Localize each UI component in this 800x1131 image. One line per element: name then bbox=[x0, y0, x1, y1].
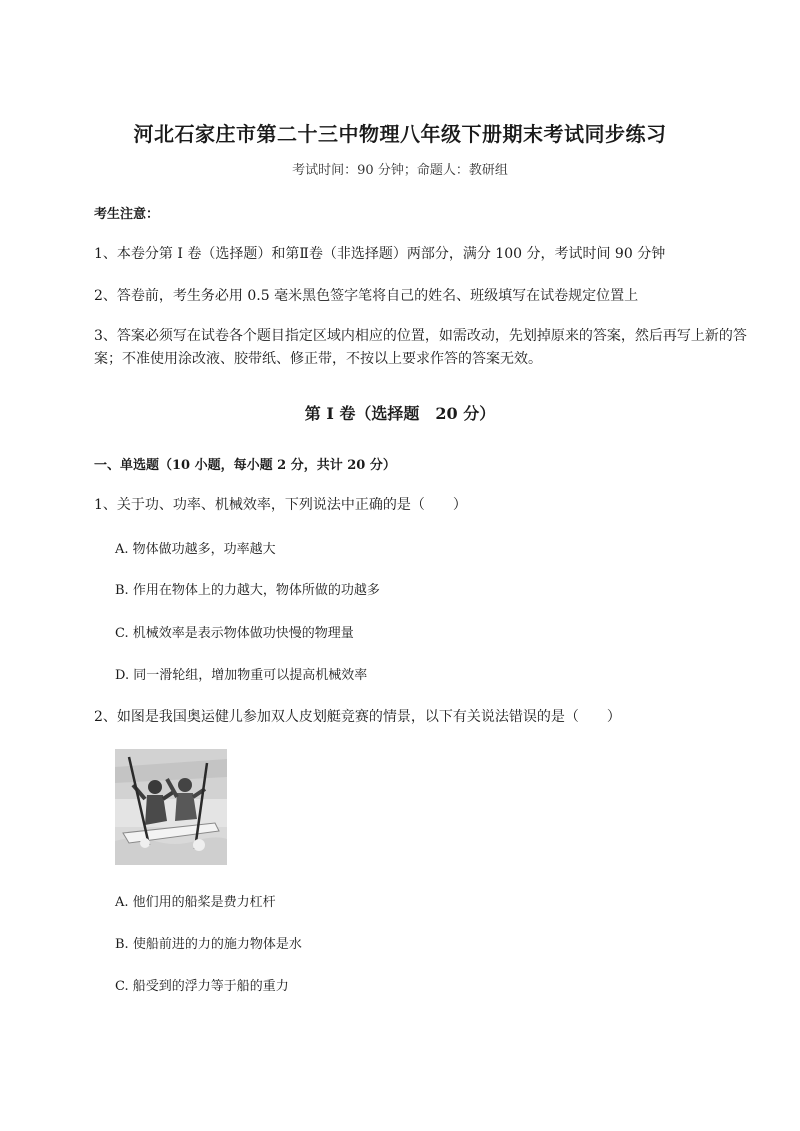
question-option: B. 使船前进的力的施力物体是水 bbox=[115, 937, 302, 952]
notice-item: 3、答案必须写在试卷各个题目指定区域内相应的位置，如需改动，先划掉原来的答案，然后再写上新的答案；不准使用涂改液、胶带纸、修正带，不按以上要求作答的答案无效。 bbox=[94, 328, 747, 367]
notice-item: 1、本卷分第 I 卷（选择题）和第Ⅱ卷（非选择题）两部分，满分 100 分，考试时间 90 分钟 bbox=[94, 246, 666, 262]
question-stem: 1、关于功、功率、机械效率，下列说法中正确的是（ ） bbox=[94, 497, 467, 513]
question-stem: 2、如图是我国奥运健儿参加双人皮划艇竞赛的情景，以下有关说法错误的是（ ） bbox=[94, 709, 621, 725]
kayak-photo-graphic bbox=[115, 749, 227, 865]
question-option: A. 他们用的船桨是费力杠杆 bbox=[115, 895, 276, 910]
question-option: C. 船受到的浮力等于船的重力 bbox=[115, 979, 289, 994]
exam-info: 考试时间：90 分钟；命题人：教研组 bbox=[292, 163, 508, 178]
part-heading: 一、单选题（10 小题，每小题 2 分，共计 20 分） bbox=[94, 458, 396, 473]
kayak-photo bbox=[115, 749, 227, 865]
page-title: 河北石家庄市第二十三中物理八年级下册期末考试同步练习 bbox=[133, 122, 667, 146]
notice-heading: 考生注意： bbox=[94, 207, 160, 222]
notice-item: 2、答卷前，考生务必用 0.5 毫米黑色签字笔将自己的姓名、班级填写在试卷规定位置上 bbox=[94, 288, 639, 304]
section-title: 第 I 卷（选择题 20 分） bbox=[304, 404, 496, 423]
question-option: B. 作用在物体上的力越大，物体所做的功越多 bbox=[115, 583, 380, 598]
question-option: D. 同一滑轮组，增加物重可以提高机械效率 bbox=[115, 668, 368, 683]
question-option: C. 机械效率是表示物体做功快慢的物理量 bbox=[115, 626, 354, 641]
question-option: A. 物体做功越多，功率越大 bbox=[115, 542, 276, 557]
